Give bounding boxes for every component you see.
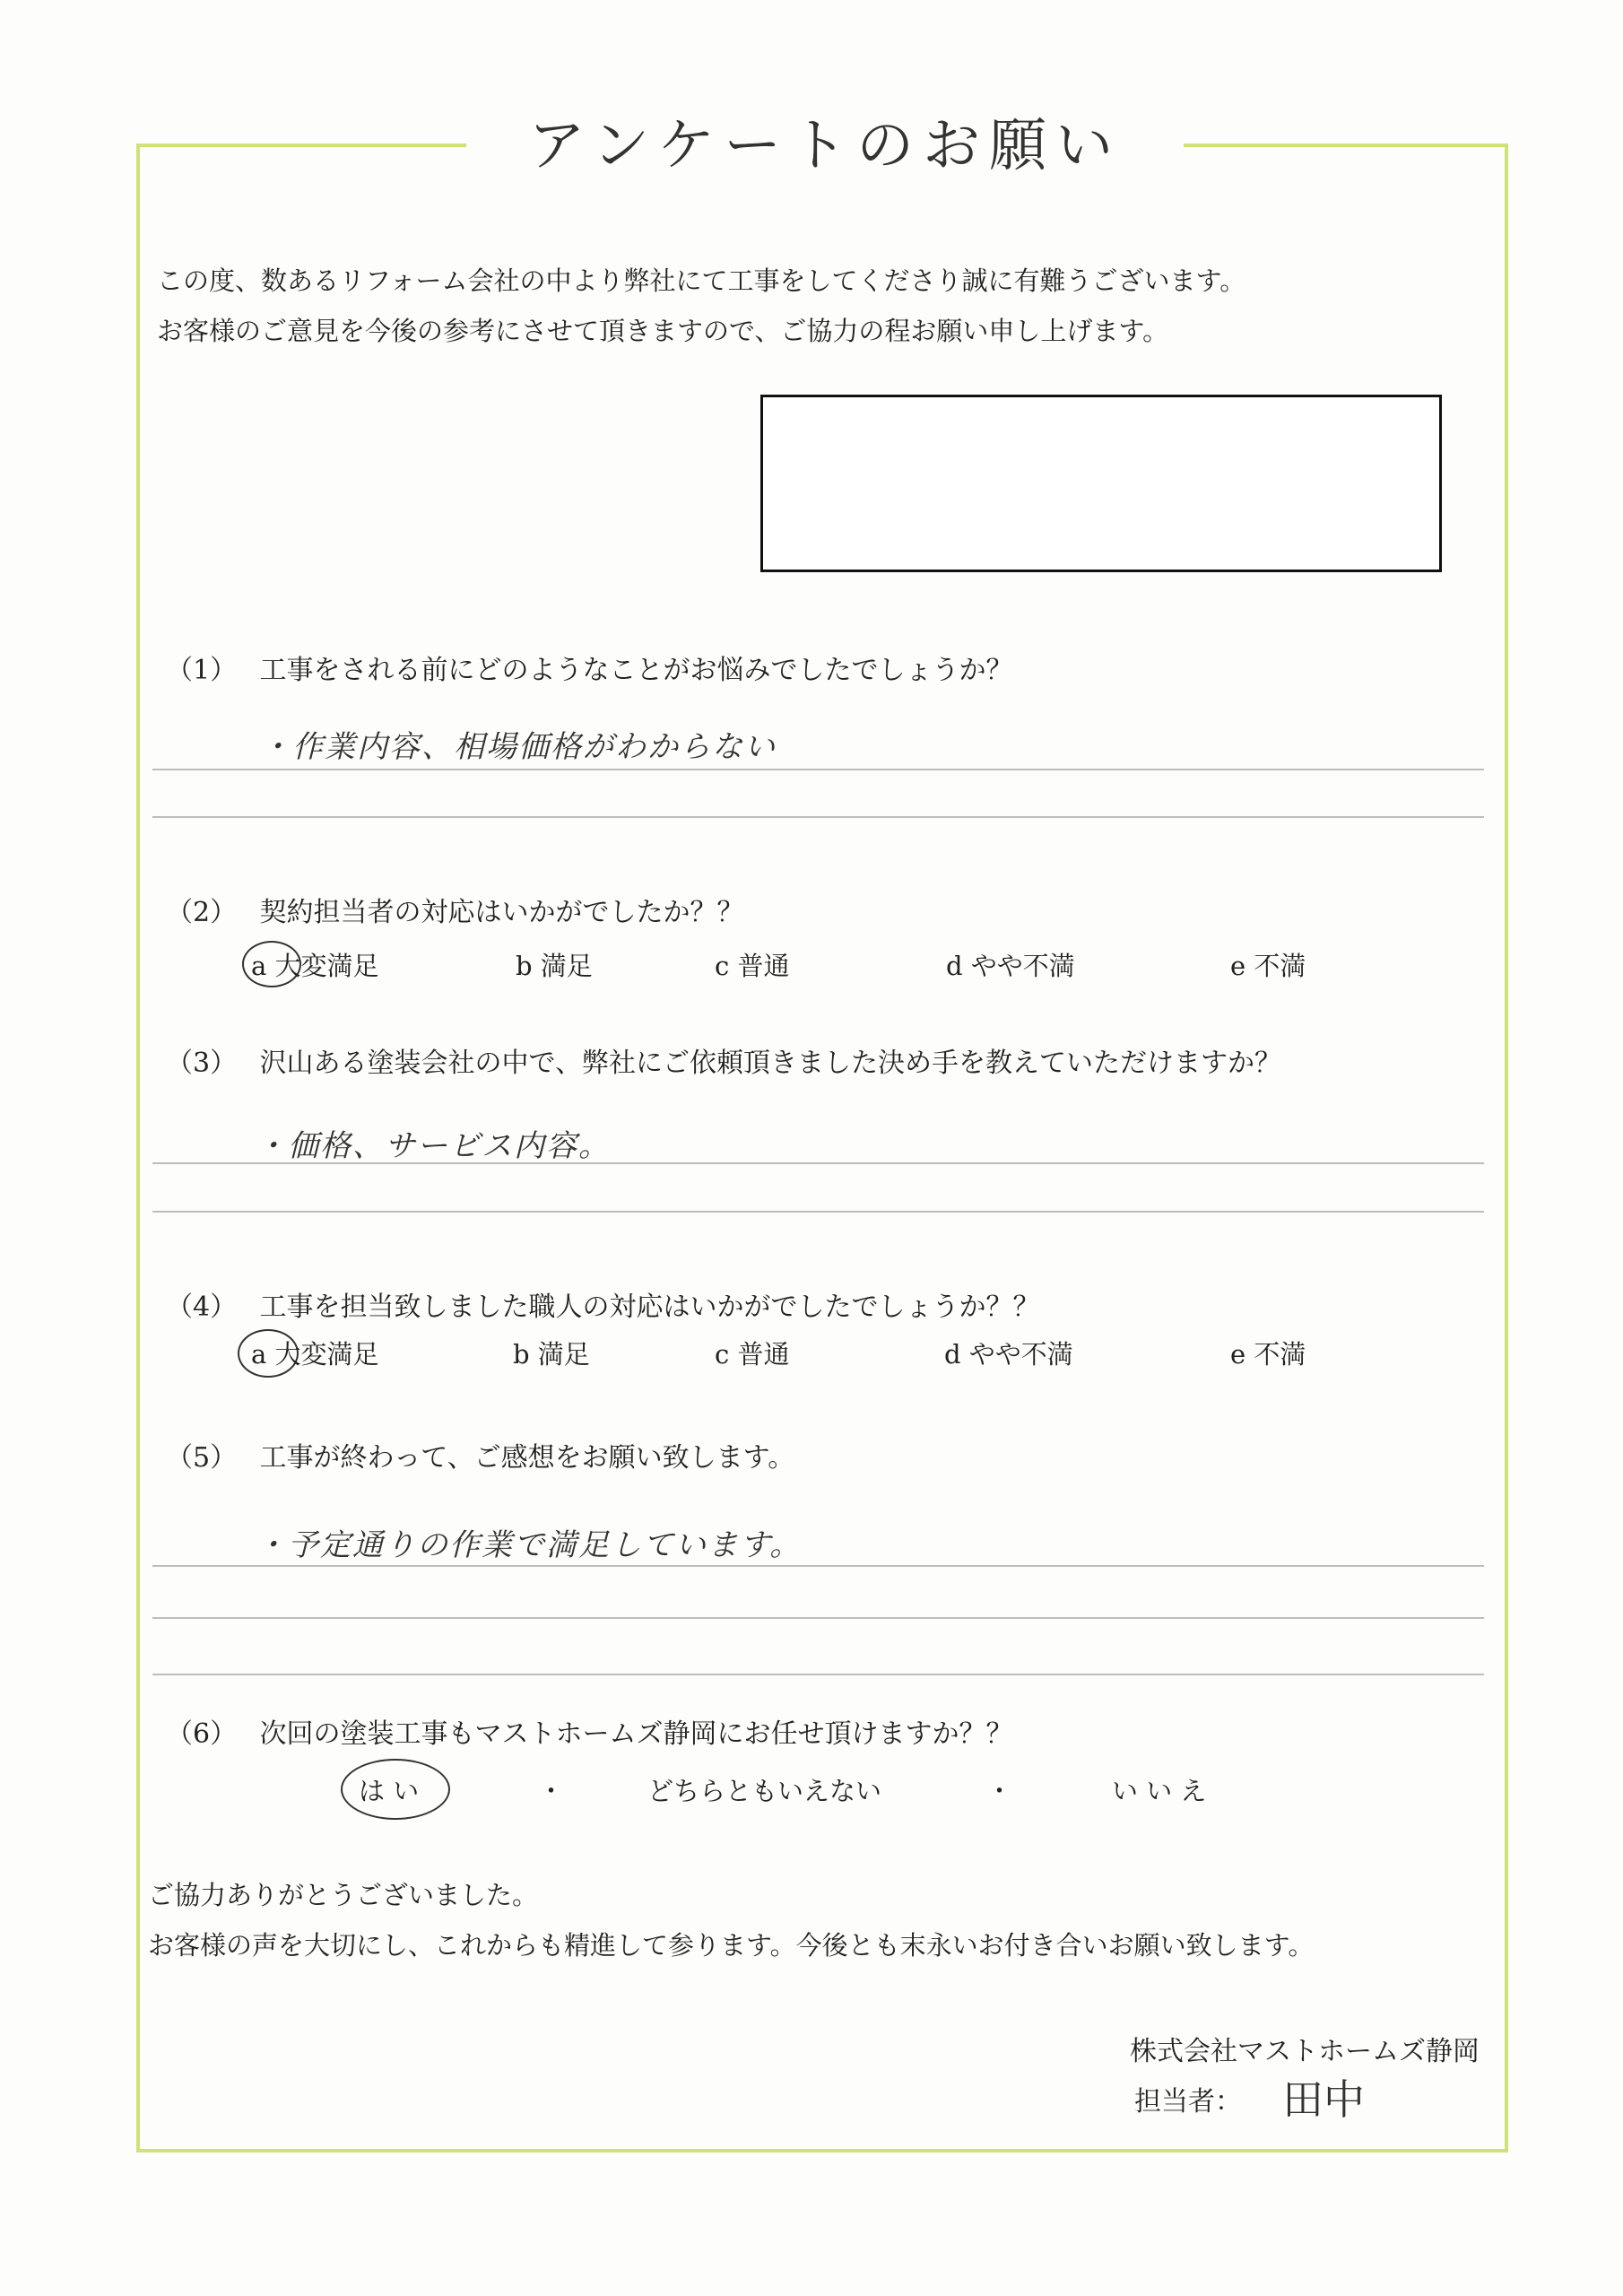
choice-e[interactable]: e 不満 xyxy=(1230,951,1306,981)
title-container xyxy=(466,106,1184,187)
question-6-text: 次回の塗装工事もマストホームズ静岡にお任せ頂けますか？？ xyxy=(259,1718,1013,1750)
choice-c[interactable]: c 普通 xyxy=(715,951,790,981)
choice-a[interactable]: a 大変満足 xyxy=(251,951,379,981)
closing-line-1: ご協力ありがとうございました。 xyxy=(148,1880,539,1910)
question-4-number: （4） xyxy=(166,1292,238,1323)
question-3-text: 沢山ある塗装会社の中で、弊社にご依頼頂きました決め手を教えていただけますか？ xyxy=(259,1048,1281,1079)
choice-d[interactable]: d やや不満 xyxy=(946,951,1075,981)
choice-c[interactable]: c 普通 xyxy=(715,1339,790,1370)
question-2-number: （2） xyxy=(166,897,238,928)
staff-label: 担当者： xyxy=(1134,2086,1242,2118)
question-5-number: （5） xyxy=(166,1442,238,1474)
closing-line-2: お客様の声を大切にし、これからも精進して参ります。今後とも末永いお付き合いお願い致します。 xyxy=(148,1930,1315,1961)
choice-no[interactable]: い い え xyxy=(1112,1776,1207,1806)
question-1-number: （1） xyxy=(166,655,238,686)
answer-line xyxy=(152,1211,1484,1213)
question-3-number: （3） xyxy=(166,1048,238,1079)
question-6 xyxy=(166,1711,1013,1751)
answer-line xyxy=(152,1162,1484,1164)
intro-line-2: お客様のご意見を今後の参考にさせて頂きますので、ご協力の程お願い申し上げます。 xyxy=(157,316,1169,346)
question-4-text: 工事を担当致しました職人の対応はいかがでしたでしょうか？？ xyxy=(259,1292,1040,1323)
redacted-box xyxy=(760,395,1442,572)
company-name: 株式会社マストホームズ静岡 xyxy=(1130,2036,1480,2067)
answer-line xyxy=(152,1565,1484,1567)
answer-3: ・価格、サービス内容。 xyxy=(256,1128,611,1164)
question-6-number: （6） xyxy=(166,1718,238,1750)
choice-d[interactable]: d やや不満 xyxy=(944,1339,1073,1370)
answer-line xyxy=(152,1617,1484,1619)
question-5-text: 工事が終わって、ご感想をお願い致します。 xyxy=(259,1442,795,1474)
question-5 xyxy=(166,1435,794,1474)
answer-line xyxy=(152,816,1484,818)
question-4 xyxy=(166,1284,1040,1324)
choice-neither[interactable]: どちらともいえない xyxy=(647,1776,882,1806)
choice-b[interactable]: b 満足 xyxy=(516,951,593,981)
question-1-text: 工事をされる前にどのようなことがお悩みでしたでしょうか？ xyxy=(259,655,1013,686)
choice-yes[interactable]: は い xyxy=(359,1776,420,1806)
choice-b[interactable]: b 満足 xyxy=(513,1339,590,1370)
question-1 xyxy=(166,648,1013,687)
separator-dot: ・ xyxy=(538,1776,565,1806)
answer-5: ・予定通りの作業で満足しています。 xyxy=(256,1527,803,1563)
choice-e[interactable]: e 不満 xyxy=(1230,1339,1306,1370)
closing-text xyxy=(148,1870,1314,1970)
choice-a[interactable]: a 大変満足 xyxy=(251,1339,379,1370)
question-2 xyxy=(166,890,744,929)
page-title: アンケートのお願い xyxy=(527,113,1123,179)
intro-text xyxy=(157,256,1245,356)
question-2-text: 契約担当者の対応はいかがでしたか？？ xyxy=(259,897,744,928)
answer-line xyxy=(152,1674,1484,1675)
answer-1: ・作業内容、相場価格がわからない xyxy=(260,729,777,765)
answer-line xyxy=(152,769,1484,770)
intro-line-1: この度、数あるリフォーム会社の中より弊社にて工事をしてくださり誠に有難うございます。 xyxy=(157,265,1246,296)
separator-dot: ・ xyxy=(986,1776,1013,1806)
staff-signature: 田中 xyxy=(1282,2075,1365,2124)
question-3 xyxy=(166,1040,1281,1080)
